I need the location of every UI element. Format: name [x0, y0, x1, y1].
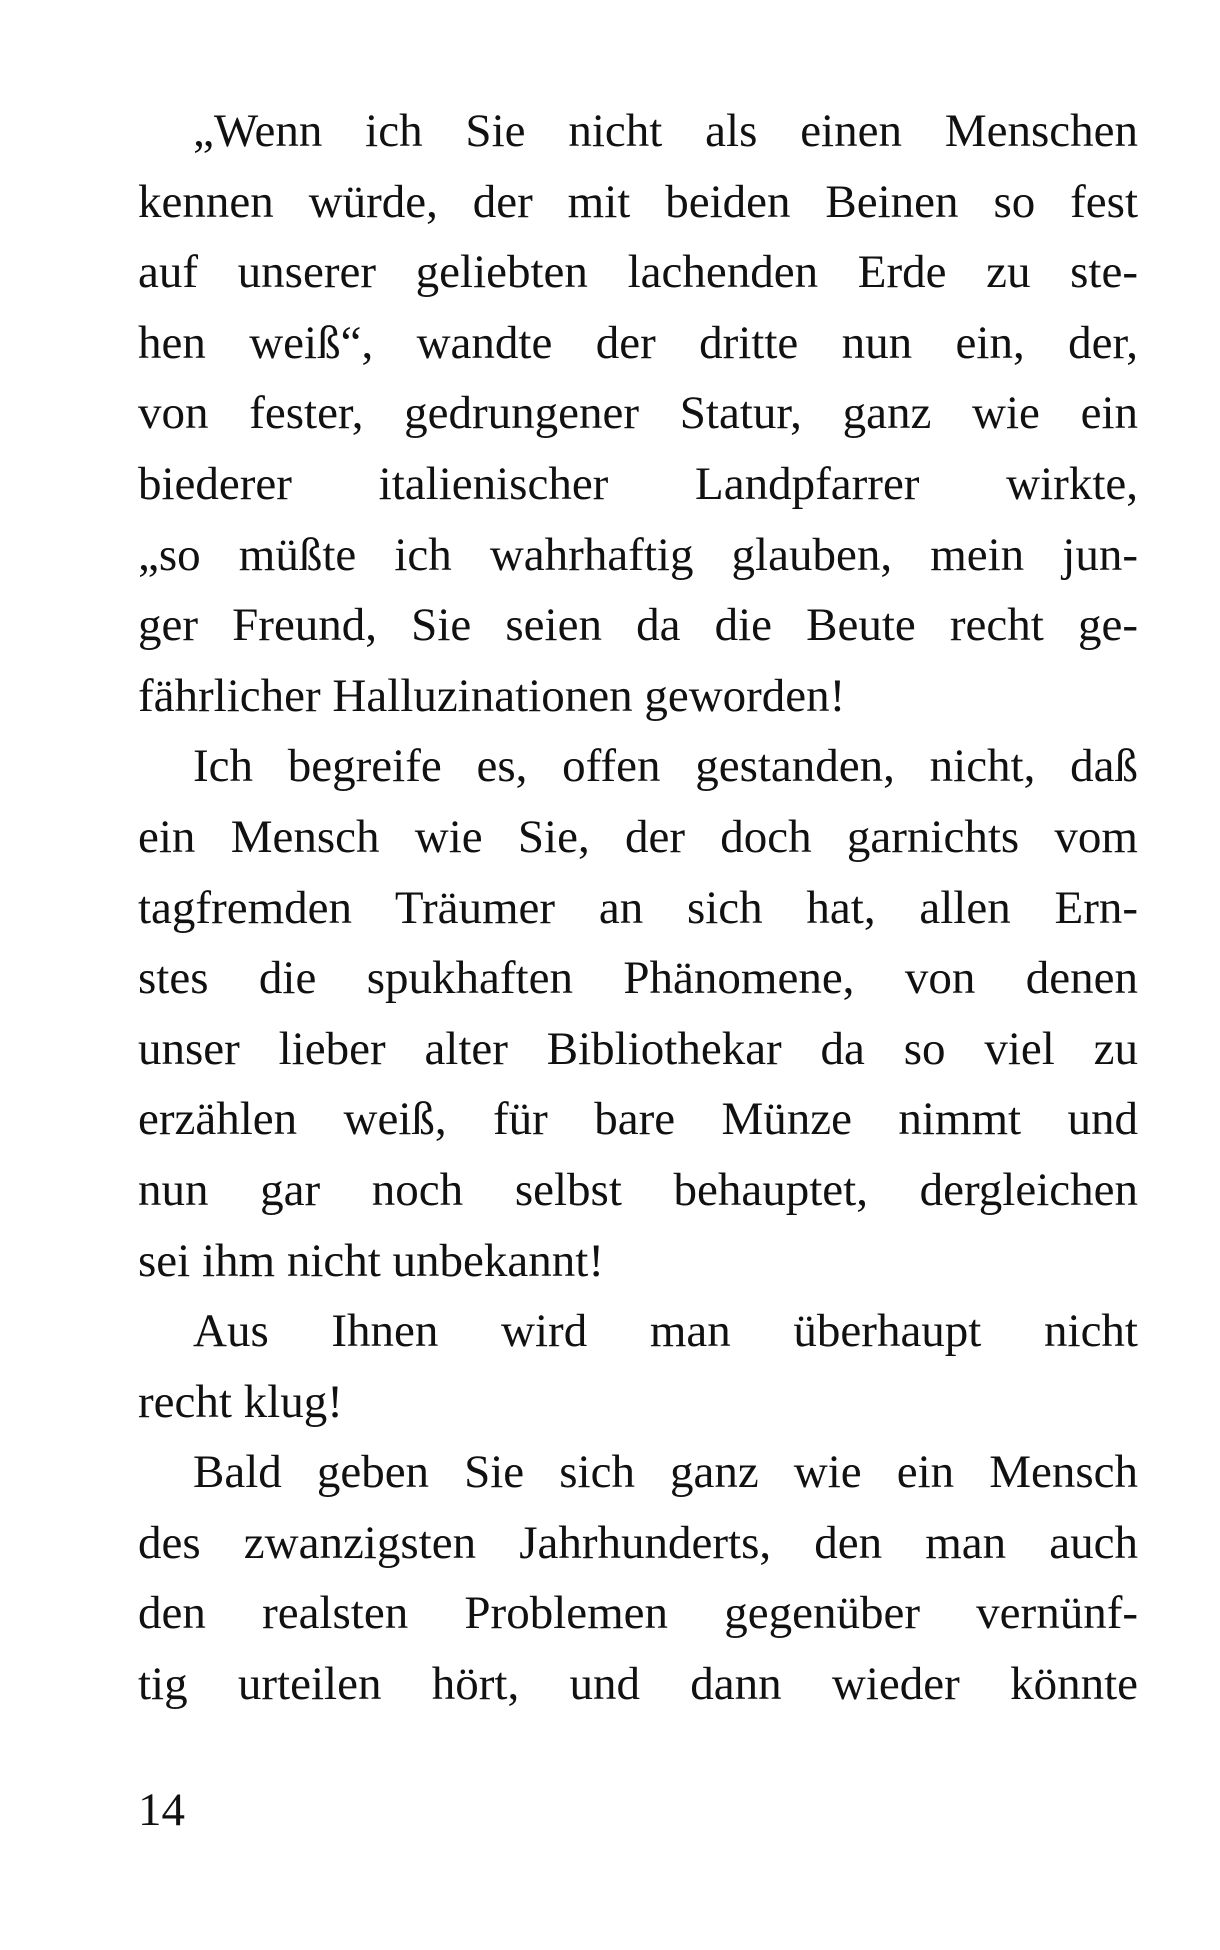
text-line: biederer italienischer Landpfarrer wirkte,: [138, 457, 1138, 510]
text-line: sei ihm nicht unbekannt!: [138, 1234, 604, 1287]
text-line: ein Mensch wie Sie, der doch garnichts vom: [138, 810, 1138, 863]
text-line: den realsten Problemen gegenüber vernünf-: [138, 1587, 1138, 1640]
text-line: Bald geben Sie sich ganz wie ein Mensch: [193, 1446, 1138, 1499]
text-line: von fester, gedrungener Statur, ganz wie ein: [138, 387, 1138, 440]
text-line: fährlicher Halluzinationen geworden!: [138, 669, 846, 722]
text-line: hen weiß“, wandte der dritte nun ein, der,: [138, 316, 1138, 369]
text-line: Ich begreife es, offen gestanden, nicht, daß: [193, 740, 1138, 793]
text-line: des zwanzigsten Jahrhunderts, den man auch: [138, 1516, 1138, 1569]
text-line: auf unserer geliebten lachenden Erde zu ste-: [138, 246, 1138, 299]
page-number: 14: [138, 1784, 185, 1836]
text-line: nun gar noch selbst behauptet, dergleichen: [138, 1163, 1138, 1216]
text-line: erzählen weiß, für bare Münze nimmt und: [138, 1093, 1138, 1146]
paragraph-3: [138, 1296, 1138, 1437]
text-line: „Wenn ich Sie nicht als einen Menschen: [193, 105, 1138, 157]
paragraph-2: [138, 731, 1138, 1296]
text-line: recht klug!: [138, 1375, 343, 1428]
paragraph-4: [138, 1437, 1138, 1719]
paragraph-1: [138, 96, 1138, 731]
text-line: kennen würde, der mit beiden Beinen so fest: [138, 175, 1138, 228]
text-line: unser lieber alter Bibliothekar da so viel zu: [138, 1022, 1138, 1075]
text-line: stes die spukhaften Phänomene, von denen: [138, 952, 1138, 1005]
text-line: Aus Ihnen wird man überhaupt nicht: [193, 1305, 1138, 1358]
text-line: „so müßte ich wahrhaftig glauben, mein jun-: [138, 528, 1138, 581]
text-line: tagfremden Träumer an sich hat, allen Ern-: [138, 881, 1138, 934]
text-line: ger Freund, Sie seien da die Beute recht ge-: [138, 599, 1138, 652]
body-text: [138, 96, 1138, 1720]
text-line: tig urteilen hört, und dann wieder könnte: [138, 1658, 1138, 1711]
